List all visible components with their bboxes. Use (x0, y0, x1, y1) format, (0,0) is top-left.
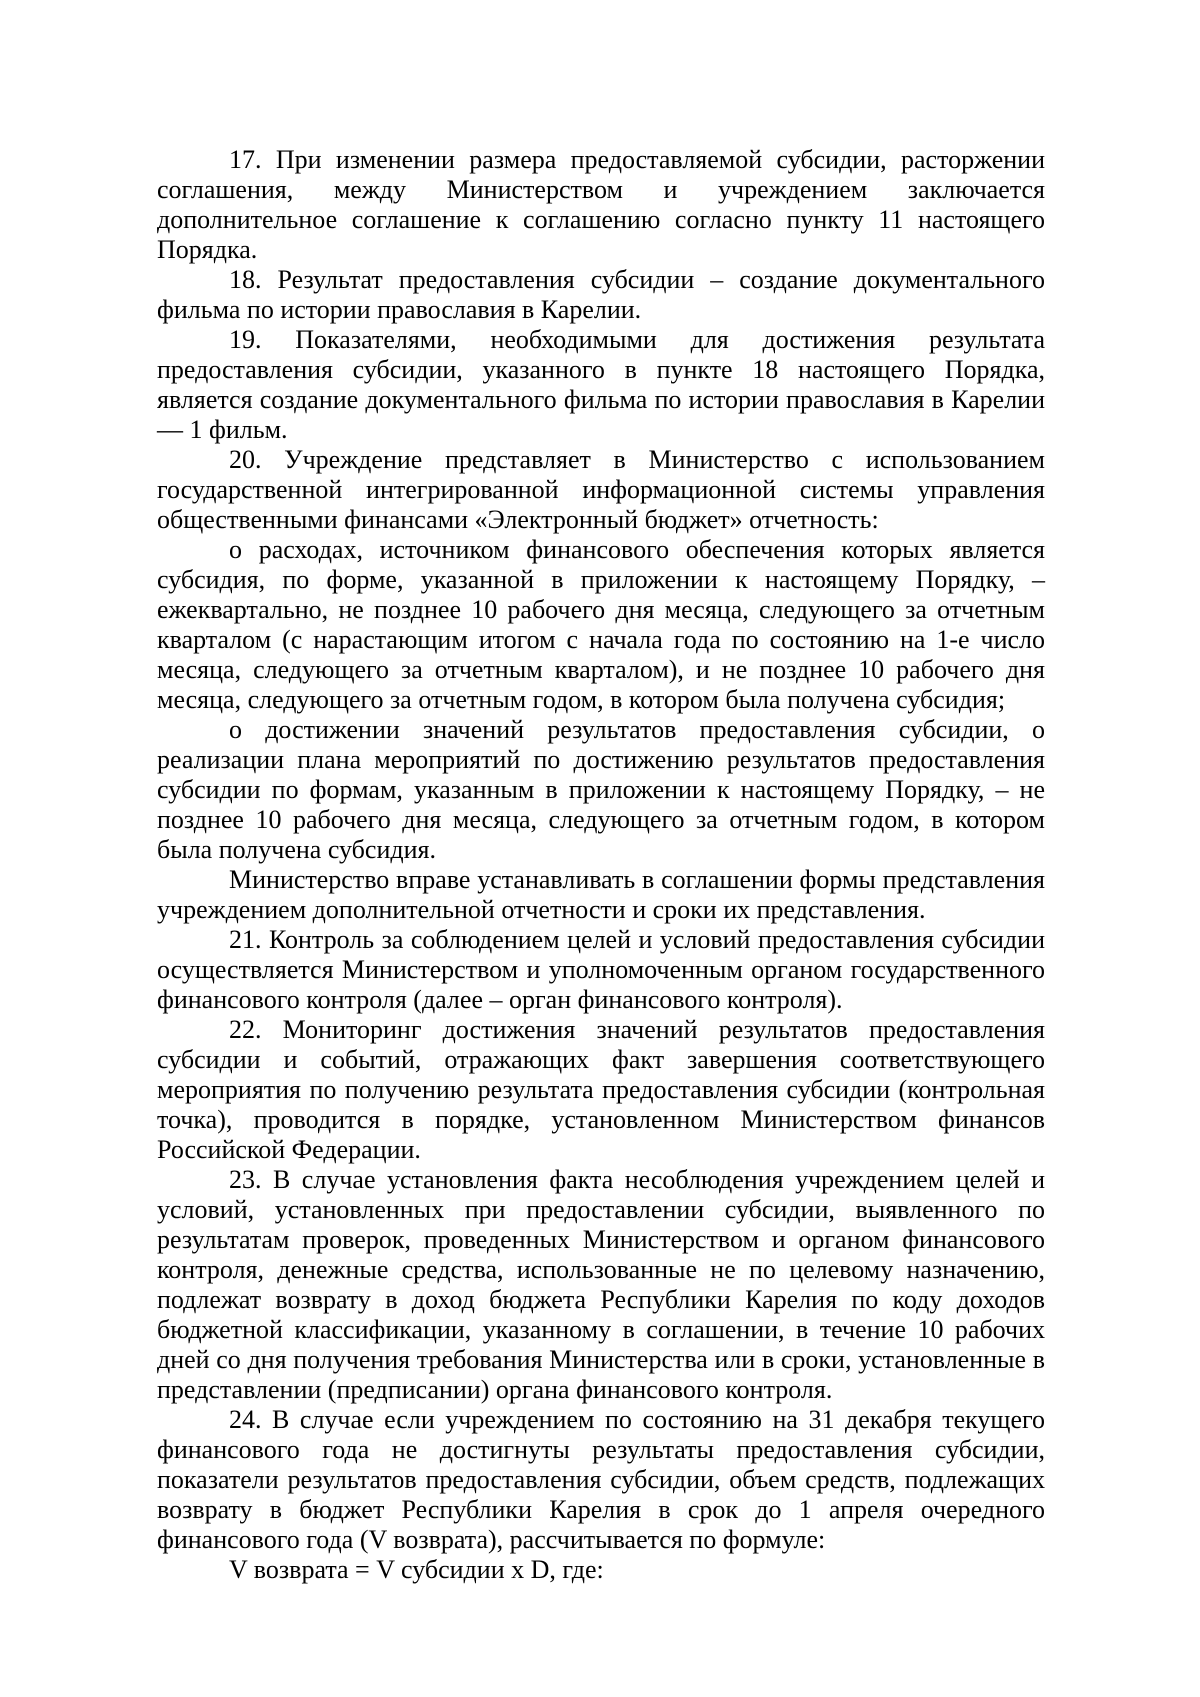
paragraph-23: 23. В случае установления факта несоблюдения учреждением целей и условий, установленных при предоставлении субсидии, выявленного по результатам проверок, проведенных Министерством и органом финансового контроля, денежные средства, использованные не по целевому назначению, подлежат возврату в доход бюджета Республики Карелия по коду доходов бюджетной классификации, указанному в соглашении, в течение 10 рабочих дней со дня получения требования Министерства или в сроки, установленные в представлении (предписании) органа финансового контроля. (157, 1165, 1045, 1404)
paragraph-24: 24. В случае если учреждением по состоянию на 31 декабря текущего финансового года не достигнуты результаты предоставления субсидии, показатели результатов предоставления субсидии, объем средств, подлежащих возврату в бюджет Республики Карелия в срок до 1 апреля очередного финансового года (V возврата), рассчитывается по формуле: (157, 1405, 1045, 1554)
paragraph-20-additional: Министерство вправе устанавливать в соглашении формы представления учреждением дополнительной отчетности и сроки их представления. (157, 865, 1045, 924)
return-formula: V возврата = V субсидии x D, где: (229, 1555, 604, 1584)
paragraph-22: 22. Мониторинг достижения значений результатов предоставления субсидии и событий, отражающих факт завершения соответствующего мероприятия по получению результата предоставления субсидии (контрольная точка), проводится в порядке, установленном Министерством финансов Российской Федерации. (157, 1015, 1045, 1164)
paragraph-21: 21. Контроль за соблюдением целей и условий предоставления субсидии осуществляется Министерством и уполномоченным органом государственного финансового контроля (далее – орган финансового контроля). (157, 925, 1045, 1014)
document-page (157, 145, 1045, 1585)
paragraph-17: 17. При изменении размера предоставляемой субсидии, расторжении соглашения, между Министерством и учреждением заключается дополнительное соглашение к соглашению согласно пункту 11 настоящего Порядка. (157, 145, 1045, 264)
paragraph-20-results: о достижении значений результатов предоставления субсидии, о реализации плана мероприятий по достижению результатов предоставления субсидии по формам, указанным в приложении к настоящему Порядку, – не позднее 10 рабочего дня месяца, следующего за отчетным годом, в котором была получена субсидия. (157, 715, 1045, 864)
paragraph-18: 18. Результат предоставления субсидии – создание документального фильма по истории православия в Карелии. (157, 265, 1045, 324)
paragraph-20-expenses: о расходах, источником финансового обеспечения которых является субсидия, по форме, указанной в приложении к настоящему Порядку, – ежеквартально, не позднее 10 рабочего дня месяца, следующего за отчетным кварталом (с нарастающим итогом с начала года по состоянию на 1-е число месяца, следующего за отчетным кварталом), и не позднее 10 рабочего дня месяца, следующего за отчетным годом, в котором была получена субсидия; (157, 535, 1045, 714)
paragraph-20: 20. Учреждение представляет в Министерство с использованием государственной интегрированной информационной системы управления общественными финансами «Электронный бюджет» отчетность: (157, 445, 1045, 534)
paragraph-19: 19. Показателями, необходимыми для достижения результата предоставления субсидии, указанного в пункте 18 настоящего Порядка, является создание документального фильма по истории православия в Карелии — 1 фильм. (157, 325, 1045, 444)
